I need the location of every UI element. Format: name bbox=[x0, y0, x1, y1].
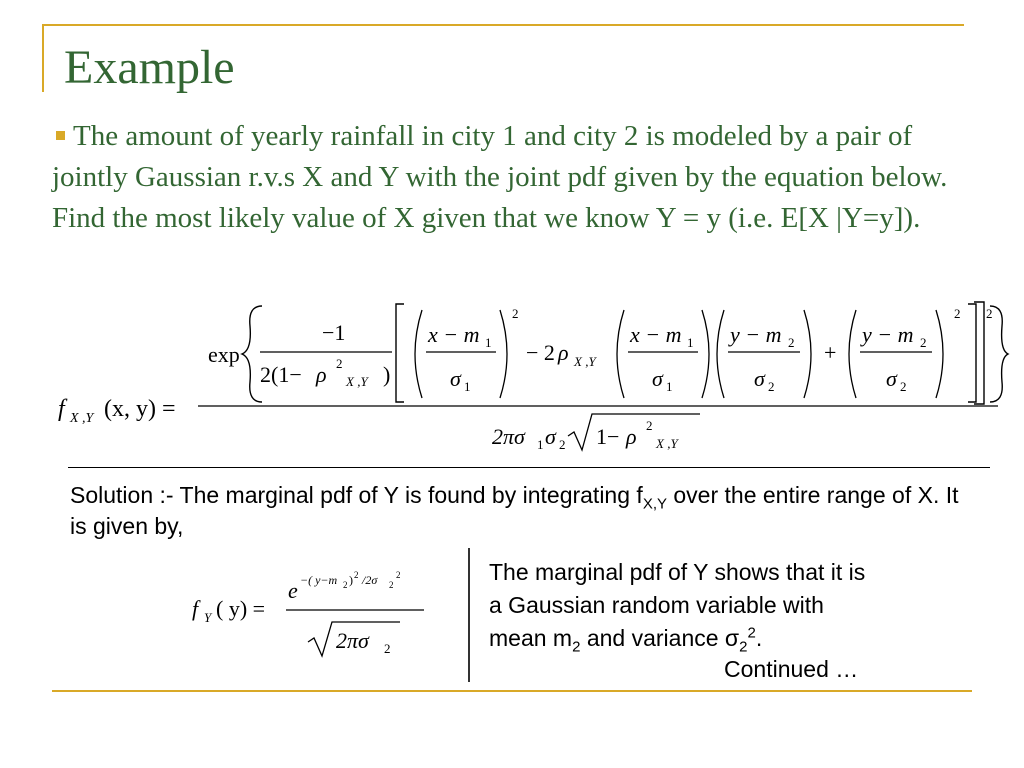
m1-sub-a: 1 bbox=[485, 335, 492, 350]
marginal-exp-mid: ) bbox=[349, 573, 353, 587]
denom-sub2: 2 bbox=[559, 437, 566, 452]
right-bracket-1 bbox=[968, 304, 976, 402]
marginal-exp-sub2: 2 bbox=[343, 580, 348, 590]
vertical-divider bbox=[468, 548, 470, 682]
denom-rho-sub: X ,Y bbox=[656, 436, 678, 451]
marginal-pdf-equation bbox=[186, 566, 436, 666]
sigma-b: σ bbox=[652, 366, 663, 391]
note-line-1: The marginal pdf of Y shows that it is bbox=[489, 559, 866, 585]
marginal-exp-sigma-sub: 2 bbox=[389, 580, 394, 590]
separator-rule bbox=[68, 467, 990, 468]
right-brace bbox=[990, 306, 1008, 402]
sq-a: 2 bbox=[512, 306, 519, 321]
paren-b-right bbox=[702, 310, 709, 398]
sq-outer: 2 bbox=[986, 306, 993, 321]
title-frame-left bbox=[42, 24, 44, 92]
solution-sub: X,Y bbox=[642, 495, 667, 513]
bullet-icon bbox=[56, 131, 65, 140]
denom-rho: ρ bbox=[626, 424, 637, 449]
minus-two: − 2 bbox=[526, 340, 555, 365]
note-sigma: σ bbox=[724, 625, 740, 651]
m1-sub-b: 1 bbox=[687, 335, 694, 350]
paren-d-left bbox=[849, 310, 856, 398]
rho-1: ρ bbox=[316, 362, 327, 387]
lhs-sub: X ,Y bbox=[70, 411, 94, 426]
denom-sub1: 1 bbox=[537, 437, 544, 452]
denom-sigma2: σ bbox=[545, 424, 556, 449]
solution-prefix: Solution :- The marginal pdf of Y is found by integrating f bbox=[70, 482, 643, 508]
marginal-sub: Y bbox=[204, 610, 212, 625]
marginal-sigma-sub: 2 bbox=[384, 641, 391, 656]
problem-text: The amount of yearly rainfall in city 1 and city 2 is modeled by a pair of jointly Gaussian r.v.s X and Y with the joint pdf given by the equation below. Find the most likely value of X given that we know Y = y (i.e. E[X |Y=y]). bbox=[52, 120, 948, 234]
y-minus-m-d: y − m bbox=[862, 322, 914, 347]
problem-statement bbox=[52, 116, 972, 239]
note-period: . bbox=[755, 625, 763, 651]
sigma-c: σ bbox=[754, 366, 765, 391]
marginal-e: e bbox=[288, 578, 298, 603]
marginal-f: f bbox=[192, 596, 199, 621]
joint-pdf-equation bbox=[40, 298, 1010, 460]
conclusion-note bbox=[489, 556, 969, 655]
sq-d: 2 bbox=[954, 306, 961, 321]
paren-c-left bbox=[717, 310, 724, 398]
minus-one: −1 bbox=[322, 320, 346, 345]
left-brace bbox=[242, 306, 262, 402]
rho-1-sub: X ,Y bbox=[346, 374, 368, 389]
sigma-d: σ bbox=[886, 366, 897, 391]
close-paren-1: ) bbox=[383, 362, 391, 387]
solution-text bbox=[70, 480, 970, 542]
two-one-minus: 2(1− bbox=[260, 362, 302, 387]
left-bracket bbox=[396, 304, 404, 402]
exp-label: exp bbox=[208, 342, 240, 367]
rho-2: ρ bbox=[558, 340, 569, 365]
note-mean-sub: 2 bbox=[572, 638, 581, 656]
marginal-exp-sq: 2 bbox=[354, 570, 359, 580]
sigma-c-sub: 2 bbox=[768, 379, 775, 394]
lhs-f: f bbox=[58, 396, 65, 422]
x-minus-m-b: x − m bbox=[630, 322, 682, 347]
denom-one-minus: 1− bbox=[596, 424, 620, 449]
note-sigma-sup: 2 bbox=[747, 624, 756, 642]
marginal-two-pi-sigma: 2πσ bbox=[336, 628, 369, 653]
sigma-b-sub: 1 bbox=[666, 379, 673, 394]
paren-b-left bbox=[617, 310, 624, 398]
sigma-a: σ bbox=[450, 366, 461, 391]
bottom-gold-rule bbox=[52, 690, 972, 692]
x-minus-m-a: x − m bbox=[428, 322, 480, 347]
paren-a-right bbox=[500, 310, 507, 398]
lhs-args: (x, y) = bbox=[104, 396, 176, 422]
m2-sub-c: 2 bbox=[788, 335, 795, 350]
note-variance-prefix: and variance bbox=[580, 625, 725, 651]
solution-suffix: over the entire range of X. It is given by, bbox=[70, 482, 959, 539]
paren-c-right bbox=[804, 310, 811, 398]
continued-label: Continued … bbox=[724, 656, 859, 682]
paren-a-left bbox=[415, 310, 422, 398]
title-frame-top bbox=[42, 24, 964, 26]
note-mean-prefix: mean m bbox=[489, 625, 573, 651]
m2-sub-d: 2 bbox=[920, 335, 927, 350]
y-minus-m-c: y − m bbox=[730, 322, 782, 347]
marginal-args: ( y) = bbox=[216, 596, 266, 621]
slide-title: Example bbox=[64, 41, 235, 94]
denom-two-pi-sigma: 2πσ bbox=[492, 424, 525, 449]
note-line-2: a Gaussian random variable with bbox=[489, 592, 824, 618]
sigma-a-sub: 1 bbox=[464, 379, 471, 394]
rho-1-sup: 2 bbox=[336, 356, 343, 371]
paren-d-right bbox=[936, 310, 943, 398]
marginal-exp-div: /2σ bbox=[362, 573, 378, 587]
rho-2-sub: X ,Y bbox=[574, 354, 596, 369]
plus-sign: + bbox=[824, 340, 837, 365]
denom-rho-sup: 2 bbox=[646, 418, 653, 433]
marginal-exp-sigma-sq: 2 bbox=[396, 570, 401, 580]
sigma-d-sub: 2 bbox=[900, 379, 907, 394]
note-sigma-sub: 2 bbox=[739, 638, 748, 656]
marginal-exponent: −( y−m bbox=[300, 573, 338, 587]
